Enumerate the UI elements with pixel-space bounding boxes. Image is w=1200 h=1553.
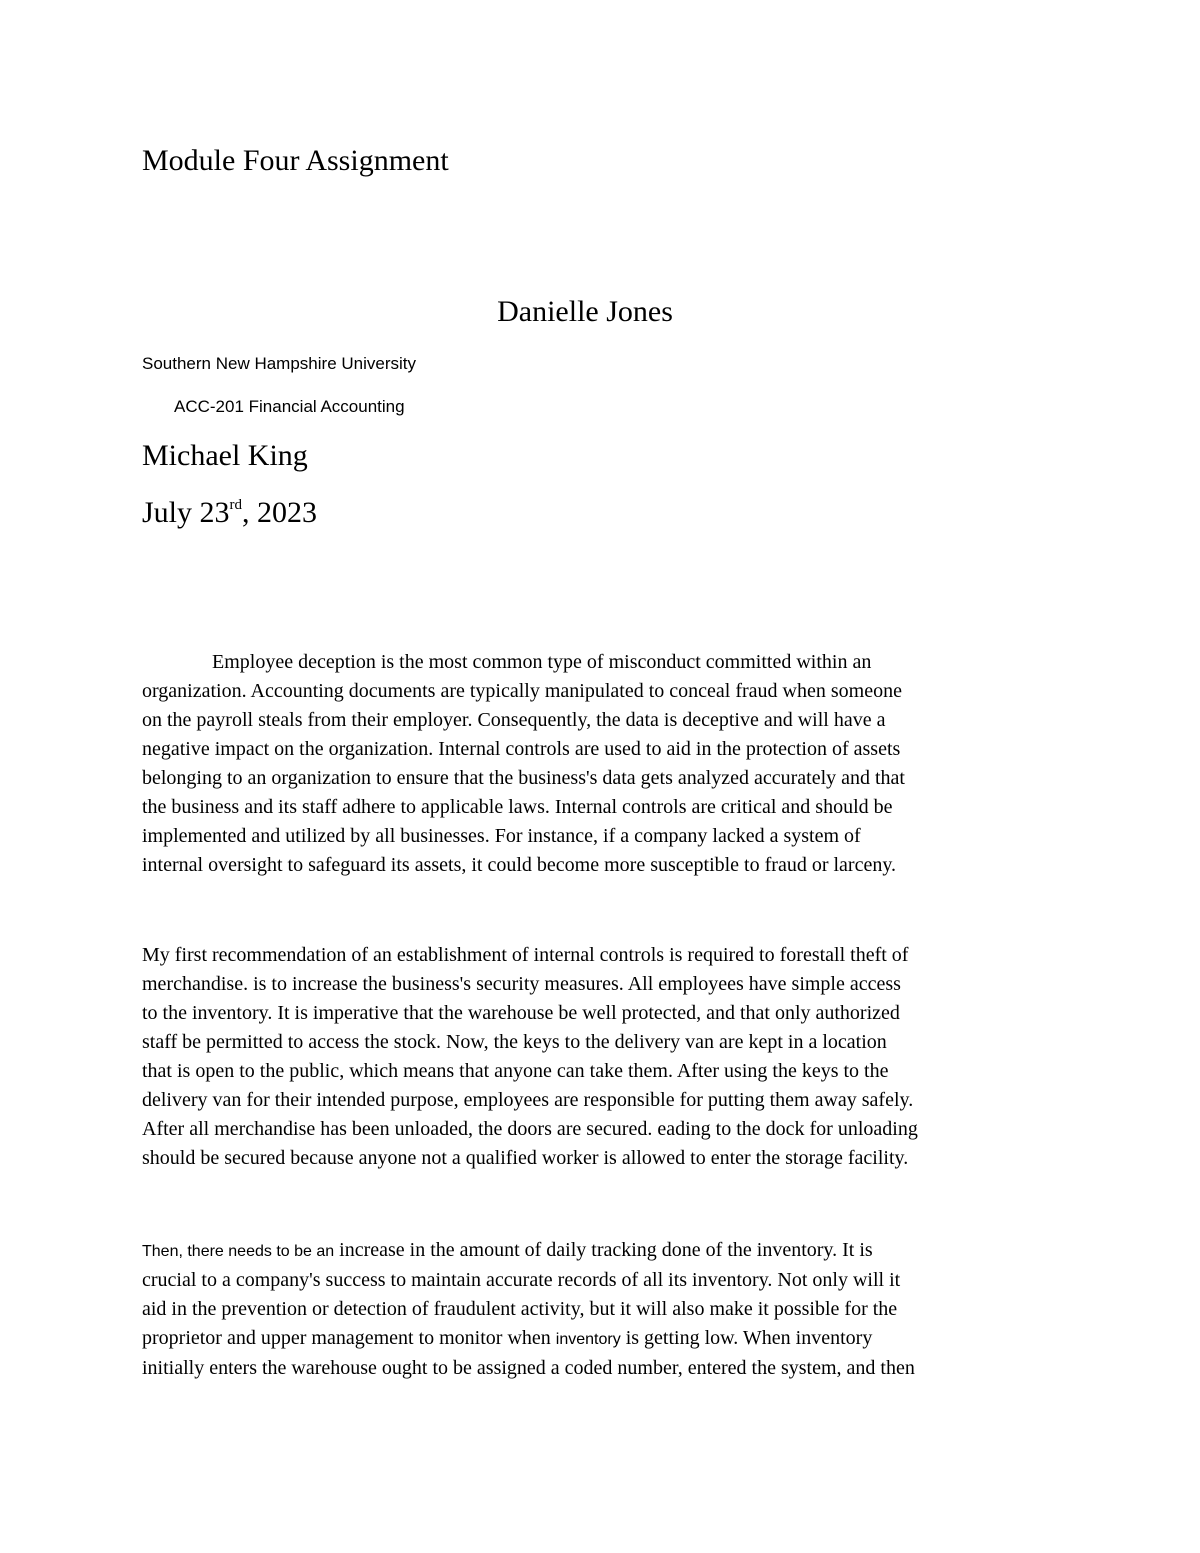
document-title: Module Four Assignment bbox=[142, 144, 449, 177]
paragraph-line bbox=[142, 1324, 1072, 1354]
course-name: ACC-201 Financial Accounting bbox=[174, 397, 405, 416]
paragraph-line-sans-text: Then, there needs to be an bbox=[142, 1243, 335, 1260]
paragraph-line-sans-text: inventory bbox=[555, 1331, 621, 1348]
author-name: Danielle Jones bbox=[497, 295, 673, 328]
paragraph-line: implemented and utilized by all businesses. For instance, if a company lacked a system of bbox=[142, 825, 861, 847]
date-main: July 23 bbox=[142, 496, 230, 529]
paragraph-line: aid in the prevention or detection of fraudulent activity, but it will also make it possible for the bbox=[142, 1298, 898, 1320]
date-year: , 2023 bbox=[242, 496, 318, 529]
paragraph-line bbox=[142, 1236, 1072, 1266]
paragraph-line: My first recommendation of an establishment of internal controls is required to forestall theft of bbox=[142, 944, 909, 966]
paragraph-line-text: Employee deception is the most common type of misconduct committed within an bbox=[212, 651, 872, 673]
paragraph-line: internal oversight to safeguard its assets, it could become more susceptible to fraud or larceny. bbox=[142, 854, 897, 876]
paragraph-line: negative impact on the organization. Internal controls are used to aid in the protection of assets bbox=[142, 738, 901, 760]
paragraph-line: that is open to the public, which means that anyone can take them. After using the keys to the bbox=[142, 1060, 889, 1082]
paragraph-internal-controls-intro bbox=[142, 648, 1072, 880]
paragraph-line bbox=[142, 648, 1072, 677]
paragraph-line-text: proprietor and upper management to monitor when bbox=[142, 1327, 556, 1349]
paragraph-line: crucial to a company's success to maintain accurate records of all its inventory. Not only will it bbox=[142, 1269, 901, 1291]
instructor-name: Michael King bbox=[142, 439, 308, 472]
paragraph-line: organization. Accounting documents are typically manipulated to conceal fraud when someone bbox=[142, 680, 902, 702]
paragraph-line: merchandise. is to increase the business's security measures. All employees have simple access bbox=[142, 973, 901, 995]
university-name: Southern New Hampshire University bbox=[142, 354, 416, 373]
submission-date bbox=[142, 494, 317, 532]
paragraph-line: should be secured because anyone not a qualified worker is allowed to enter the storage facility. bbox=[142, 1147, 909, 1169]
paragraph-line: the business and its staff adhere to applicable laws. Internal controls are critical and should be bbox=[142, 796, 893, 818]
paragraph-line: to the inventory. It is imperative that the warehouse be well protected, and that only authorized bbox=[142, 1002, 900, 1024]
paragraph-line: belonging to an organization to ensure that the business's data gets analyzed accurately and that bbox=[142, 767, 905, 789]
date-ordinal-suffix: rd bbox=[229, 497, 243, 513]
paragraph-line: After all merchandise has been unloaded, the doors are secured. eading to the dock for unloading bbox=[142, 1118, 918, 1140]
paragraph-line: initially enters the warehouse ought to be assigned a coded number, entered the system, and then bbox=[142, 1357, 915, 1379]
paragraph-line-text: increase in the amount of daily tracking done of the inventory. It is bbox=[334, 1239, 873, 1261]
paragraph-line: on the payroll steals from their employer. Consequently, the data is deceptive and will have a bbox=[142, 709, 886, 731]
paragraph-security-recommendation bbox=[142, 941, 1072, 1173]
paragraph-line: delivery van for their intended purpose, employees are responsible for putting them away safely. bbox=[142, 1089, 914, 1111]
paragraph-line: staff be permitted to access the stock. Now, the keys to the delivery van are kept in a location bbox=[142, 1031, 887, 1053]
paragraph-inventory-tracking bbox=[142, 1236, 1072, 1383]
paragraph-line-text: is getting low. When inventory bbox=[620, 1327, 873, 1349]
